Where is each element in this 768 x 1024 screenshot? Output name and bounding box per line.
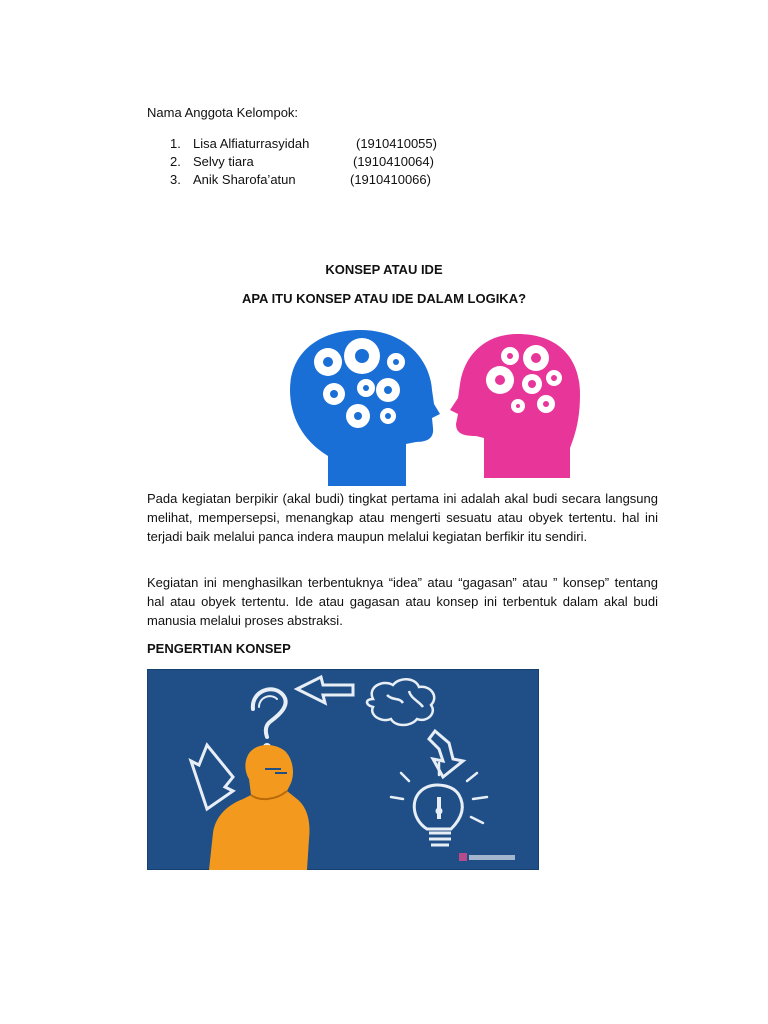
member-number: 1.	[170, 136, 181, 151]
member-item	[170, 154, 434, 169]
member-nim: (1910410064)	[353, 154, 434, 169]
chalkboard-background	[147, 669, 539, 870]
member-number: 3.	[170, 172, 181, 187]
member-name: Selvy tiara	[193, 154, 254, 169]
paragraph-2: Kegiatan ini menghasilkan terbentuknya “idea” atau “gagasan” atau ” konsep” tentang hal atau obyek tertentu. Ide atau gagasan atau konsep ini terbentuk dalam akal budi manusia melalui proses abstraksi.	[147, 575, 658, 628]
member-nim: (1910410055)	[356, 136, 437, 151]
members-title: Nama Anggota Kelompok:	[147, 105, 299, 120]
section-title: PENGERTIAN KONSEP	[147, 641, 291, 656]
member-name: Lisa Alfiaturrasyidah	[193, 136, 310, 151]
two-heads-illustration	[288, 328, 580, 488]
member-item	[170, 136, 437, 151]
member-name: Anik Sharofa’atun	[193, 172, 296, 187]
paragraph-1: Pada kegiatan berpikir (akal budi) tingkat pertama ini adalah akal budi secara langsung melihat, mempersepsi, menangkap atau mengerti sesuatu atau obyek tertentu. hal ini terjadi baik melalui panca indera maupun melalui kegiatan berfikir itu sendiri.	[147, 491, 658, 544]
member-number: 2.	[170, 154, 181, 169]
main-heading: KONSEP ATAU IDE	[325, 262, 443, 277]
question-heading: APA ITU KONSEP ATAU IDE DALAM LOGIKA?	[241, 291, 527, 306]
member-nim: (1910410066)	[350, 172, 431, 187]
member-item	[170, 172, 431, 187]
concept-illustration	[147, 669, 539, 870]
